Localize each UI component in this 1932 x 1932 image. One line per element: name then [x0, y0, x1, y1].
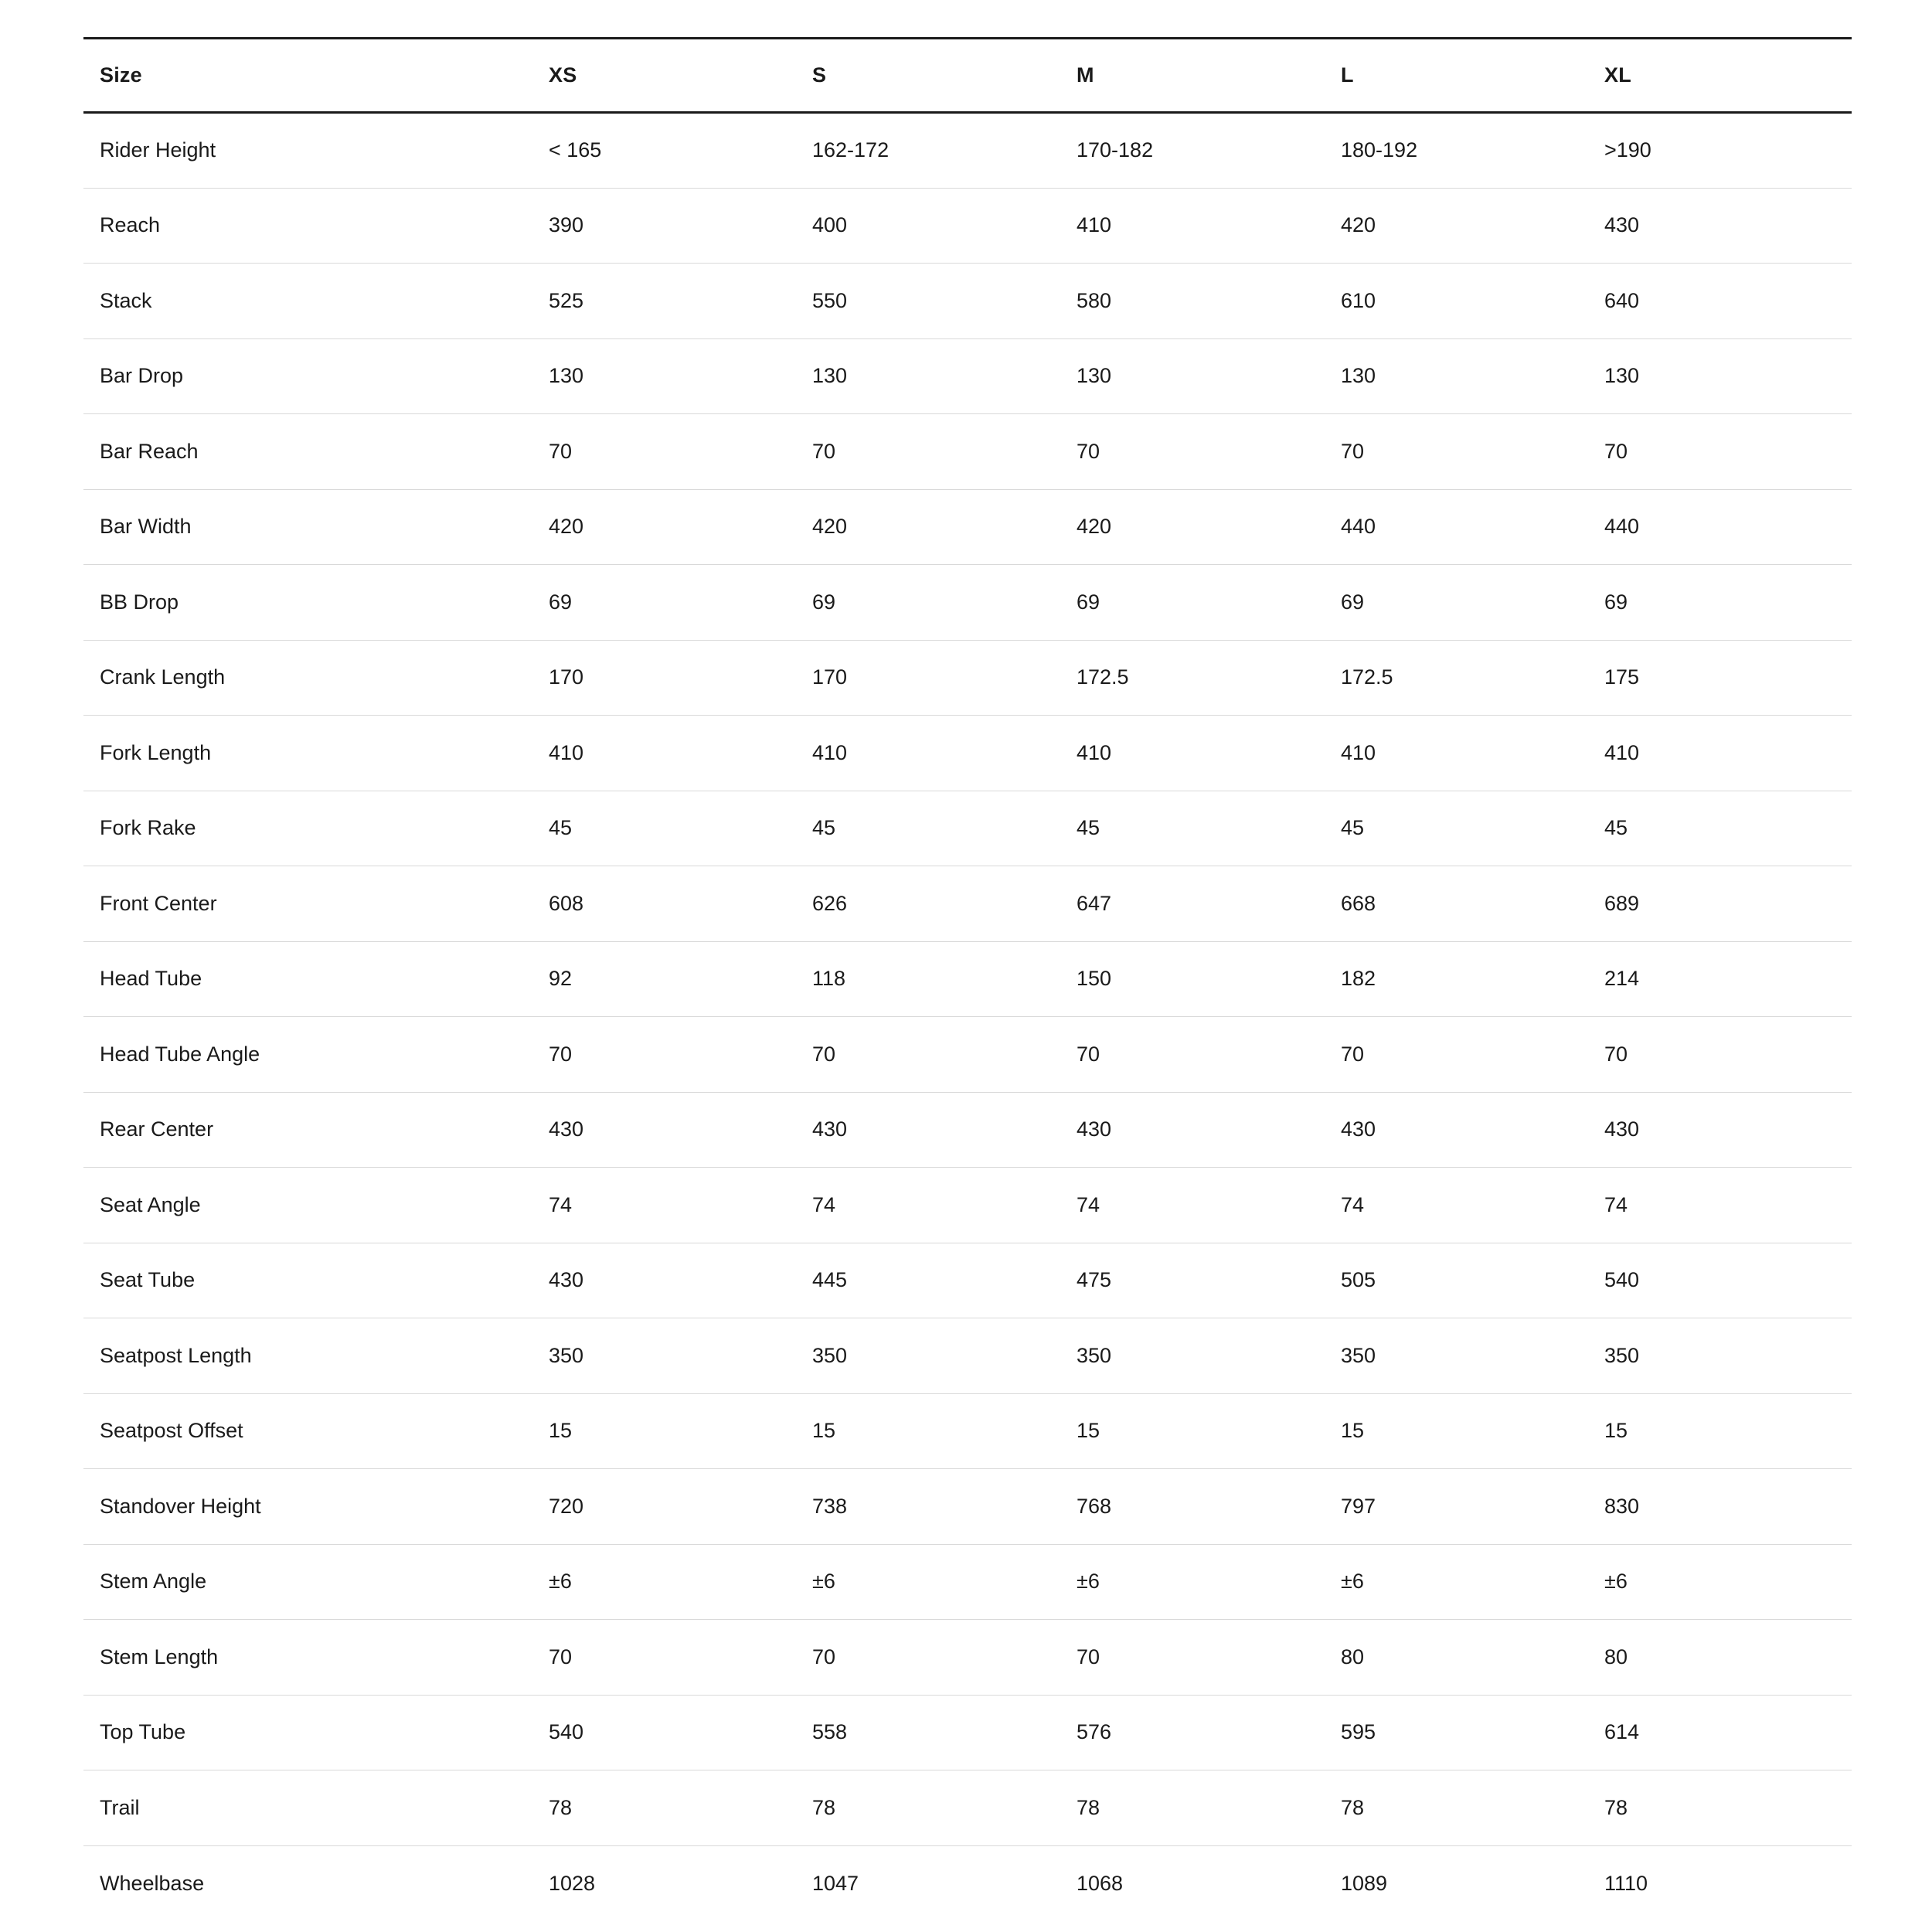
cell-xs: 45 — [532, 791, 796, 866]
row-label: Bar Width — [83, 489, 532, 565]
header-row — [83, 39, 1852, 113]
row-label: Seatpost Length — [83, 1318, 532, 1394]
cell-m: 410 — [1060, 188, 1325, 264]
cell-m: 410 — [1060, 716, 1325, 791]
cell-xs: 420 — [532, 489, 796, 565]
cell-xs: 15 — [532, 1393, 796, 1469]
cell-s: 430 — [796, 1092, 1060, 1168]
cell-l: ±6 — [1325, 1544, 1588, 1620]
table-row — [83, 640, 1852, 716]
header-l: L — [1325, 39, 1588, 113]
cell-s: 70 — [796, 414, 1060, 490]
cell-m: 350 — [1060, 1318, 1325, 1394]
cell-xl: 440 — [1588, 489, 1852, 565]
cell-s: 118 — [796, 941, 1060, 1017]
cell-s: 350 — [796, 1318, 1060, 1394]
cell-m: 1068 — [1077, 1871, 1124, 1895]
cell-m: 768 — [1060, 1469, 1325, 1545]
cell-l: 69 — [1325, 565, 1588, 641]
table-row — [83, 1695, 1852, 1770]
cell-l: 797 — [1325, 1469, 1588, 1545]
header-size: Size — [83, 39, 532, 113]
row-label: Front Center — [83, 866, 532, 942]
table-row — [83, 1318, 1852, 1394]
cell-s: 70 — [796, 1620, 1060, 1696]
table-row — [83, 1243, 1852, 1318]
row-label: Reach — [83, 188, 532, 264]
cell-xs: 70 — [532, 1620, 796, 1696]
cell-m: 420 — [1060, 489, 1325, 565]
cell-l: 668 — [1325, 866, 1588, 942]
row-label: Bar Reach — [83, 414, 532, 490]
cell-l: 610 — [1325, 264, 1588, 339]
cell-s: 69 — [796, 565, 1060, 641]
table-row — [83, 941, 1852, 1017]
cell-s: 74 — [796, 1168, 1060, 1243]
table-row — [83, 1469, 1852, 1545]
cell-s: 550 — [796, 264, 1060, 339]
geometry-table — [83, 37, 1852, 1921]
header-s: S — [796, 39, 1060, 113]
cell-l: 182 — [1325, 941, 1588, 1017]
table-row — [83, 1168, 1852, 1243]
cell-s: 170 — [796, 640, 1060, 716]
cell-xs: 390 — [532, 188, 796, 264]
cell-xs: < 165 — [532, 113, 796, 189]
row-label: Top Tube — [83, 1695, 532, 1770]
row-label: Wheelbase — [100, 1871, 205, 1895]
row-label: Bar Drop — [83, 338, 532, 414]
cell-m: 576 — [1060, 1695, 1325, 1770]
cell-xl: 350 — [1588, 1318, 1852, 1394]
cell-m: 172.5 — [1060, 640, 1325, 716]
cell-m: 430 — [1060, 1092, 1325, 1168]
cell-xs: 70 — [532, 414, 796, 490]
cell-s: 45 — [796, 791, 1060, 866]
row-label: BB Drop — [83, 565, 532, 641]
row-label: Seat Angle — [83, 1168, 532, 1243]
row-label: Fork Rake — [83, 791, 532, 866]
geometry-table-container — [83, 37, 1852, 1921]
cell-xl: 175 — [1588, 640, 1852, 716]
cell-l: 45 — [1325, 791, 1588, 866]
cell-xl: 1110 — [1604, 1871, 1648, 1895]
cell-l: 130 — [1325, 338, 1588, 414]
cell-s: 420 — [796, 489, 1060, 565]
cell-m: 170-182 — [1060, 113, 1325, 189]
cell-m: 70 — [1060, 414, 1325, 490]
cell-xl: ±6 — [1588, 1544, 1852, 1620]
cell-xs: 430 — [532, 1243, 796, 1318]
cell-xl: 689 — [1588, 866, 1852, 942]
row-label: Trail — [83, 1770, 532, 1846]
cell-xl: 70 — [1588, 1017, 1852, 1093]
cell-l: 80 — [1325, 1620, 1588, 1696]
cell-m: 580 — [1060, 264, 1325, 339]
cell-xl: >190 — [1588, 113, 1852, 189]
cell-s: 445 — [796, 1243, 1060, 1318]
cell-xl: 69 — [1588, 565, 1852, 641]
cell-m: ±6 — [1060, 1544, 1325, 1620]
cell-l: 350 — [1325, 1318, 1588, 1394]
cell-xl: 614 — [1588, 1695, 1852, 1770]
row-label: Head Tube Angle — [83, 1017, 532, 1093]
cell-xs: 69 — [532, 565, 796, 641]
table-row — [83, 565, 1852, 641]
cell-m: 130 — [1060, 338, 1325, 414]
row-label: Head Tube — [83, 941, 532, 1017]
table-row — [83, 489, 1852, 565]
row-label: Seatpost Offset — [83, 1393, 532, 1469]
table-row — [83, 1092, 1852, 1168]
table-header — [83, 39, 1852, 113]
table-row — [83, 1393, 1852, 1469]
table-row — [83, 264, 1852, 339]
cell-s: ±6 — [796, 1544, 1060, 1620]
table-row — [83, 716, 1852, 791]
cell-xl: 640 — [1588, 264, 1852, 339]
table-row — [83, 866, 1852, 942]
cell-s: 558 — [796, 1695, 1060, 1770]
cell-xs: 78 — [532, 1770, 796, 1846]
cell-xl: 130 — [1588, 338, 1852, 414]
cell-s: 15 — [796, 1393, 1060, 1469]
cell-m: 78 — [1060, 1770, 1325, 1846]
cell-xs: 92 — [532, 941, 796, 1017]
cell-l: 172.5 — [1325, 640, 1588, 716]
cell-m: 647 — [1060, 866, 1325, 942]
cell-xl: 540 — [1588, 1243, 1852, 1318]
cell-m: 150 — [1060, 941, 1325, 1017]
row-label: Rear Center — [83, 1092, 532, 1168]
table-row — [83, 1017, 1852, 1093]
cell-s: 410 — [796, 716, 1060, 791]
cell-s: 70 — [796, 1017, 1060, 1093]
cell-xs: 74 — [532, 1168, 796, 1243]
cell-l: 70 — [1325, 1017, 1588, 1093]
row-label: Stack — [83, 264, 532, 339]
cell-xs: 410 — [532, 716, 796, 791]
table-row — [83, 1544, 1852, 1620]
cell-s: 78 — [796, 1770, 1060, 1846]
cell-l: 1089 — [1341, 1871, 1388, 1895]
cell-m: 15 — [1060, 1393, 1325, 1469]
row-label: Stem Length — [83, 1620, 532, 1696]
cell-xs: 525 — [532, 264, 796, 339]
cell-xl: 410 — [1588, 716, 1852, 791]
cell-xl: 430 — [1588, 1092, 1852, 1168]
cell-xs: 170 — [532, 640, 796, 716]
row-label: Crank Length — [83, 640, 532, 716]
table-row — [83, 1845, 1852, 1921]
cell-l: 180-192 — [1325, 113, 1588, 189]
cell-xl: 830 — [1588, 1469, 1852, 1545]
cell-m: 475 — [1060, 1243, 1325, 1318]
cell-m: 45 — [1060, 791, 1325, 866]
cell-m: 69 — [1060, 565, 1325, 641]
cell-l: 15 — [1325, 1393, 1588, 1469]
cell-xl: 214 — [1588, 941, 1852, 1017]
table-row — [83, 188, 1852, 264]
table-row — [83, 791, 1852, 866]
cell-l: 505 — [1325, 1243, 1588, 1318]
table-row — [83, 1620, 1852, 1696]
cell-xs: 130 — [532, 338, 796, 414]
header-xs: XS — [532, 39, 796, 113]
row-label: Fork Length — [83, 716, 532, 791]
cell-xl: 430 — [1588, 188, 1852, 264]
cell-xs: 350 — [532, 1318, 796, 1394]
cell-xl: 15 — [1588, 1393, 1852, 1469]
table-row — [83, 338, 1852, 414]
cell-l: 440 — [1325, 489, 1588, 565]
cell-xs: ±6 — [532, 1544, 796, 1620]
row-label: Standover Height — [83, 1469, 532, 1545]
table-row — [83, 1770, 1852, 1846]
cell-s: 130 — [796, 338, 1060, 414]
cell-s: 738 — [796, 1469, 1060, 1545]
row-label: Rider Height — [83, 113, 532, 189]
table-row — [83, 414, 1852, 490]
cell-s: 400 — [796, 188, 1060, 264]
cell-l: 70 — [1325, 414, 1588, 490]
cell-m: 70 — [1060, 1620, 1325, 1696]
cell-m: 70 — [1060, 1017, 1325, 1093]
table-body — [83, 113, 1852, 1921]
cell-s: 626 — [796, 866, 1060, 942]
cell-l: 430 — [1325, 1092, 1588, 1168]
cell-s: 1047 — [812, 1871, 859, 1895]
cell-xl: 45 — [1588, 791, 1852, 866]
cell-m: 74 — [1060, 1168, 1325, 1243]
row-label: Seat Tube — [83, 1243, 532, 1318]
cell-xl: 78 — [1588, 1770, 1852, 1846]
cell-l: 595 — [1325, 1695, 1588, 1770]
cell-l: 420 — [1325, 188, 1588, 264]
cell-xl: 74 — [1588, 1168, 1852, 1243]
cell-xl: 70 — [1588, 414, 1852, 490]
cell-l: 410 — [1325, 716, 1588, 791]
cell-xs: 720 — [532, 1469, 796, 1545]
cell-l: 74 — [1325, 1168, 1588, 1243]
cell-xs: 540 — [532, 1695, 796, 1770]
header-xl: XL — [1588, 39, 1852, 113]
cell-xs: 608 — [532, 866, 796, 942]
cell-xl: 80 — [1588, 1620, 1852, 1696]
cell-l: 78 — [1325, 1770, 1588, 1846]
cell-s: 162-172 — [796, 113, 1060, 189]
cell-xs: 70 — [532, 1017, 796, 1093]
header-m: M — [1060, 39, 1325, 113]
cell-xs: 1028 — [549, 1871, 596, 1895]
cell-xs: 430 — [532, 1092, 796, 1168]
row-label: Stem Angle — [83, 1544, 532, 1620]
table-row — [83, 113, 1852, 189]
